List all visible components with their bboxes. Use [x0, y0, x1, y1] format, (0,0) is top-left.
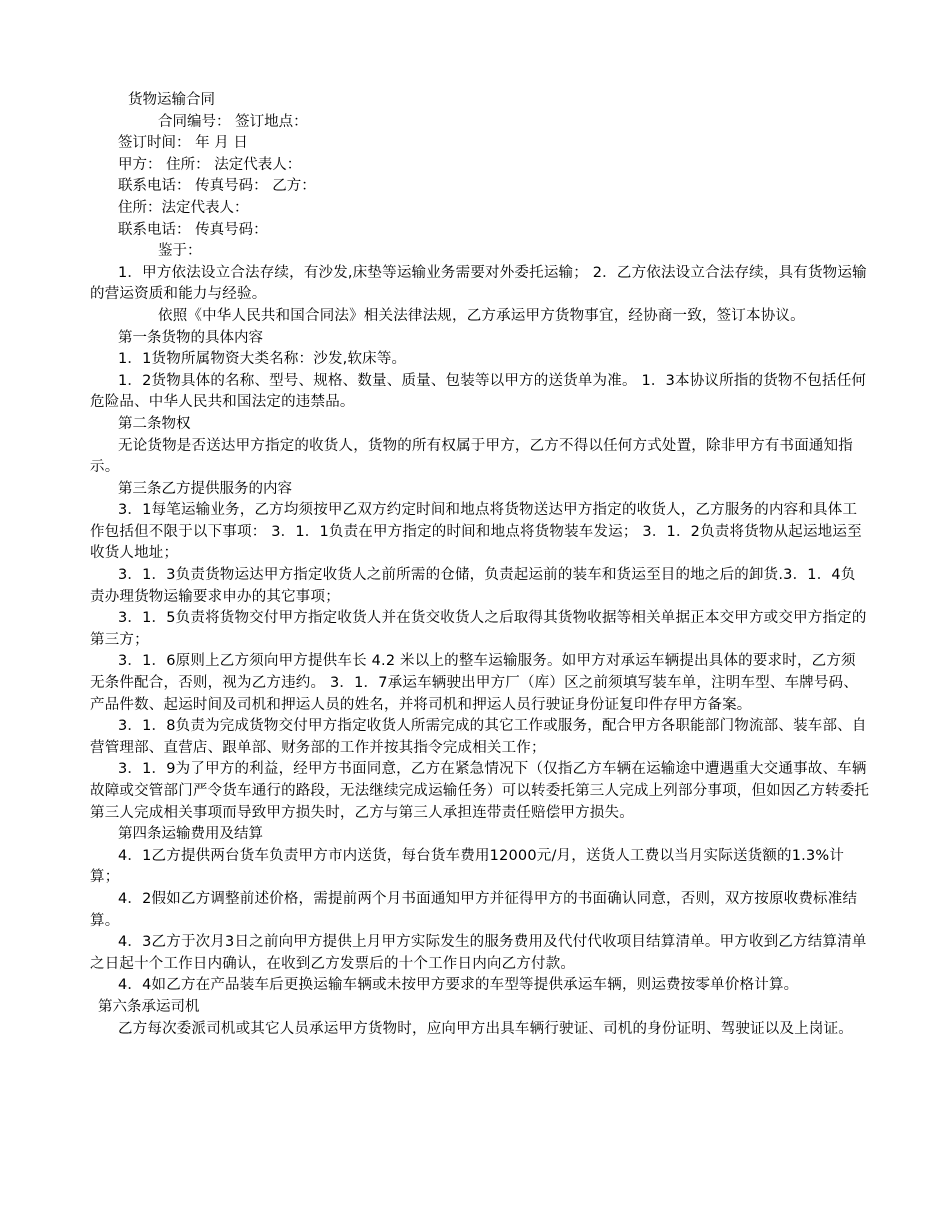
heading-article-6: 第六条承运司机 [98, 998, 200, 1015]
paragraph-driver: 乙方每次委派司机或其它人员承运甲方货物时，应向甲方出具车辆行驶证、司机的身份证明、驾驶证以及上岗证。 [118, 1020, 853, 1037]
paragraph-4-2: 4．2假如乙方调整前述价格，需提前两个月书面通知甲方并征得甲方的书面确认同意，否则，双方按原收费标准结算。 [90, 890, 858, 929]
contact-line-a: 联系电话： 传真号码： 乙方： [118, 178, 316, 195]
party-a-line: 甲方： 住所： 法定代表人： [118, 156, 302, 173]
heading-article-1: 第一条货物的具体内容 [118, 329, 263, 346]
heading-article-3: 第三条乙方提供服务的内容 [118, 480, 292, 497]
contact-line-b: 联系电话： 传真号码： [118, 221, 268, 238]
paragraph-4-4: 4．4如乙方在产品装车后更换运输车辆或未按甲方要求的车型等提供承运车辆，则运费按零单价格计算。 [118, 977, 799, 994]
paragraph-recitals: 1．甲方依法设立合法存续，有沙发,床垫等运输业务需要对外委托运输； 2．乙方依法设立合法存续，具有货物运输的营运资质和能力与经验。 [90, 264, 867, 303]
paragraph-4-1: 4．1乙方提供两台货车负责甲方市内送货，每台货车费用12000元/月，送货人工费以当月实际送货额的1.3%计算； [90, 847, 845, 886]
paragraph-3-1-8: 3．1．8负责为完成货物交付甲方指定收货人所需完成的其它工作或服务，配合甲方各职能部门物流部、装车部、自营管理部、直营店、跟单部、财务部的工作并按其指令完成相关工作； [90, 718, 867, 756]
heading-article-4: 第四条运输费用及结算 [118, 826, 263, 843]
paragraph-ownership: 无论货物是否送达甲方指定的收货人，货物的所有权属于甲方，乙方不得以任何方式处置，除非甲方有书面通知指示。 [90, 437, 853, 476]
paragraph-3-1-9: 3．1．9为了甲方的利益，经甲方书面同意，乙方在紧急情况下（仅指乙方车辆在运输途中遭遇重大交通事故、车辆故障或交管部门严令货车通行的路段，无法继续完成运输任务）可以转委托第三人完成上列部分事项，但如因乙方转委托第三人完成相关事项而导致甲方损失时，乙方与第三人承担连带责任赔偿甲方损失。 [90, 761, 870, 821]
paragraph-3-1-5: 3．1．5负责将货物交付甲方指定收货人并在货交收货人之后取得其货物收据等相关单据正本交甲方或交甲方指定的第三方； [90, 610, 867, 648]
paragraph-3-1-6: 3．1．6原则上乙方须向甲方提供车长 4.2 米以上的整车运输服务。如甲方对承运车辆提出具体的要求时，乙方须无条件配合，否则，视为乙方违约。 3．1．7承运车辆驶出甲方厂（库）区之前须填写装车单，注明车型、车牌号码、产品件数、起运时间及司机和押运人员的姓名，并将司机和押运人员行驶证身份证复印件存甲方备案。 [90, 653, 859, 713]
document-title: 货物运输合同 [128, 92, 215, 108]
party-b-address-line: 住所：法定代表人： [118, 199, 249, 216]
paragraph-basis: 依照《中华人民共和国合同法》相关法律法规，乙方承运甲方货物事宜，经协商一致，签订本协议。 [158, 307, 805, 324]
paragraph-4-3: 4．3乙方于次月3日之前向甲方提供上月甲方实际发生的服务费用及代付代收项目结算清单。甲方收到乙方结算清单之日起十个工作日内确认，在收到乙方发票后的十个工作日内向乙方付款。 [90, 934, 867, 972]
contract-number-line: 合同编号： 签订地点： [158, 113, 308, 130]
signing-time-line: 签订时间： 年 月 日 [118, 135, 248, 152]
paragraph-3-1: 3．1每笔运输业务，乙方均须按甲乙双方约定时间和地点将货物送达甲方指定的收货人，乙方服务的内容和具体工作包括但不限于以下事项： 3．1．1负责在甲方指定的时间和地点将货物装车发运； 3．1．2负责将货物从起运地运至收货人地址； [90, 502, 862, 562]
paragraph-1-1: 1．1货物所属物资大类名称：沙发,软床等。 [118, 351, 407, 368]
heading-article-2: 第二条物权 [118, 415, 191, 432]
paragraph-3-1-3: 3．1．3负责货物运达甲方指定收货人之前所需的仓储，负责起运前的装车和货运至目的地之后的卸货.3．1．4负责办理货物运输要求申办的其它事项； [90, 567, 856, 605]
paragraph-1-2: 1．2货物具体的名称、型号、规格、数量、质量、包装等以甲方的送货单为准。 1．3本协议所指的货物不包括任何危险品、中华人民共和国法定的违禁品。 [90, 372, 867, 411]
whereas-line: 鉴于： [158, 243, 202, 260]
